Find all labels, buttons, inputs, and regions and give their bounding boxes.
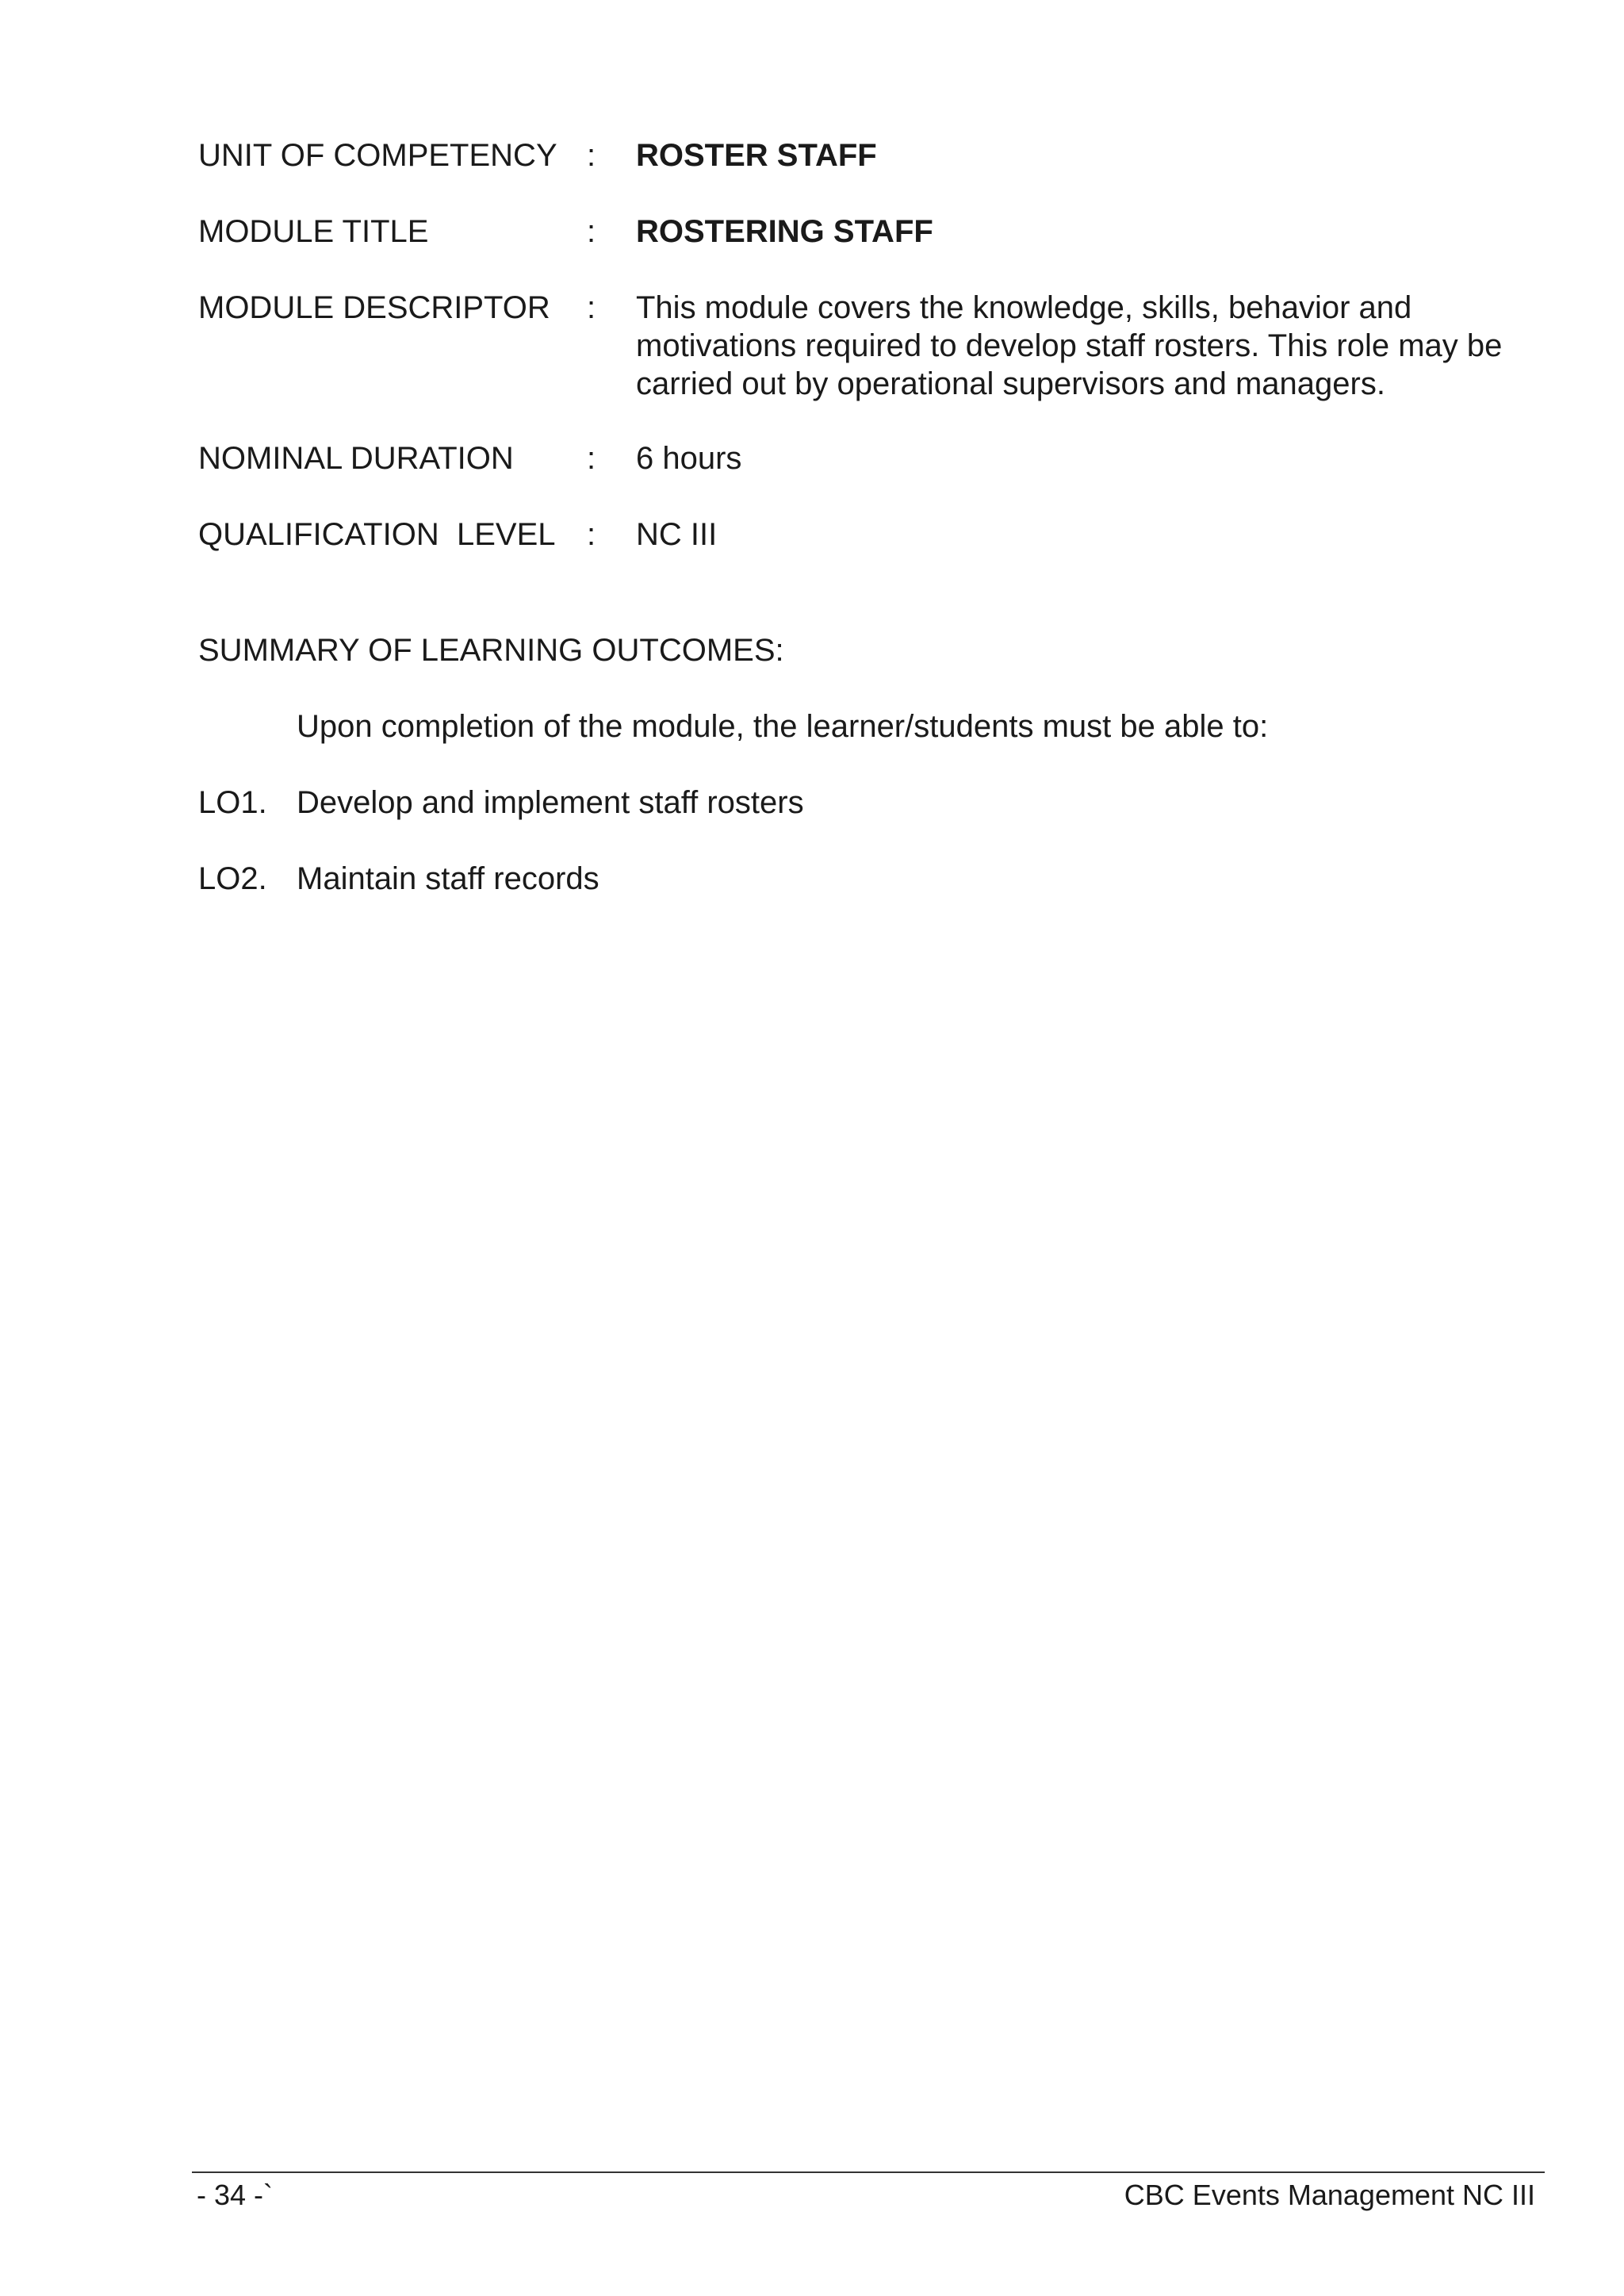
field-value: ROSTER STAFF [636, 138, 877, 173]
field-unit-of-competency [198, 136, 1546, 174]
outcome-code: LO2. [198, 861, 267, 896]
field-qualification-level [198, 516, 1546, 554]
field-colon: : [587, 290, 596, 325]
field-module-descriptor [198, 289, 1546, 403]
outcome-text: Develop and implement staff rosters [297, 785, 804, 820]
field-module-title [198, 213, 1546, 251]
field-label: MODULE DESCRIPTOR [198, 290, 550, 325]
summary-intro: Upon completion of the module, the learner/students must be able to: [297, 709, 1269, 744]
field-label: UNIT OF COMPETENCY [198, 138, 557, 173]
field-colon: : [587, 517, 596, 552]
field-value: ROSTERING STAFF [636, 214, 933, 249]
field-label: QUALIFICATION LEVEL [198, 517, 556, 552]
learning-outcome-item [198, 860, 599, 898]
field-label: NOMINAL DURATION [198, 441, 514, 476]
field-value: 6 hours [636, 441, 742, 476]
field-label: MODULE TITLE [198, 214, 429, 249]
field-colon: : [587, 138, 596, 173]
field-value: NC III [636, 517, 718, 552]
footer-divider [192, 2171, 1545, 2173]
outcome-text: Maintain staff records [297, 861, 599, 896]
field-colon: : [587, 214, 596, 249]
field-colon: : [587, 441, 596, 476]
field-value: This module covers the knowledge, skills, behavior and motivations required to develop staff rosters. This role may be carried out by operational supervisors and managers. [636, 290, 1503, 401]
summary-heading: SUMMARY OF LEARNING OUTCOMES: [198, 633, 784, 668]
learning-outcome-item [198, 784, 804, 822]
footer-doc-title: CBC Events Management NC III [1124, 2179, 1535, 2211]
footer-page-number: - 34 -` [197, 2179, 274, 2211]
outcome-code: LO1. [198, 785, 267, 820]
field-nominal-duration [198, 439, 1546, 477]
